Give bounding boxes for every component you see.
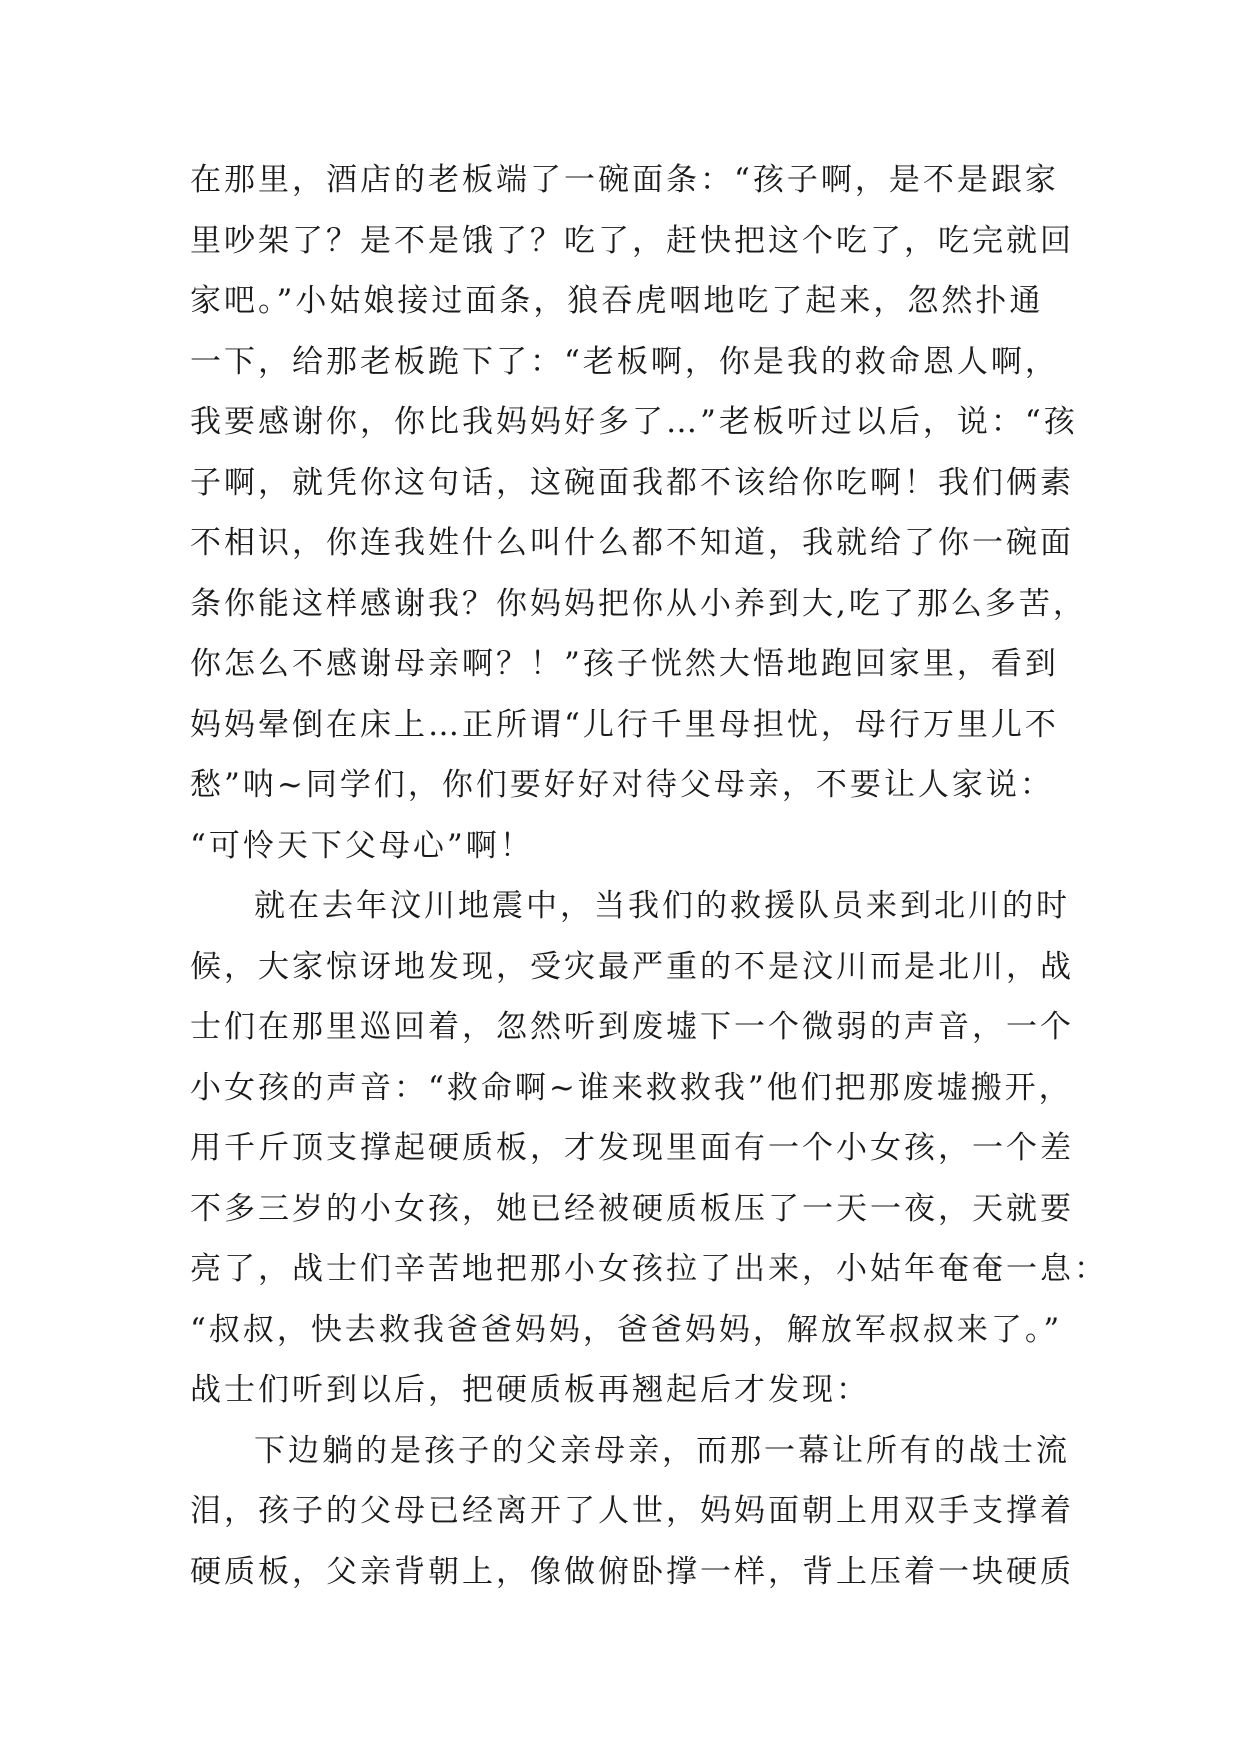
text-line: 亮了，战士们辛苦地把那小女孩拉了出来，小姑年奄奄一息：: [190, 1251, 1108, 1287]
text-line: “叔叔，快去救我爸爸妈妈，爸爸妈妈，解放军叔叔来了。”: [190, 1311, 1063, 1348]
text-line: 我要感谢你，你比我妈妈好多了…”老板听过以后，说：“孩: [190, 404, 1078, 440]
paragraph-first-line: 就在去年汶川地震中，当我们的救援队员来到北川的时: [254, 888, 1070, 924]
text-line: 硬质板，父亲背朝上，像做俯卧撑一样，背上压着一块硬质: [190, 1553, 1074, 1590]
text-line: “可怜天下父母心”啊！: [190, 827, 534, 864]
text-line: 不相识，你连我姓什么叫什么都不知道，我就给了你一碗面: [190, 525, 1074, 561]
paragraph-first-line: 下边躺的是孩子的父亲母亲，而那一幕让所有的战士流: [254, 1432, 1070, 1469]
text-line: 愁”呐~同学们，你们要好好对待父母亲，不要让人家说：: [190, 767, 1054, 803]
text-line: 你怎么不感谢母亲啊？！”孩子恍然大悟地跑回家里，看到: [190, 646, 1059, 682]
text-line: 小女孩的声音：“救命啊~谁来救救我”他们把那废墟搬开，: [190, 1069, 1073, 1106]
text-line: 士们在那里巡回着，忽然听到废墟下一个微弱的声音，一个: [190, 1009, 1074, 1045]
text-line: 子啊，就凭你这句话，这碗面我都不该给你吃啊！我们俩素: [190, 464, 1074, 501]
text-line: 一下，给那老板跪下了：“老板啊，你是我的救命恩人啊，: [190, 343, 1059, 380]
text-line: 条你能这样感谢我？你妈妈把你从小养到大,吃了那么多苦，: [190, 585, 1087, 622]
text-line: 妈妈晕倒在床上…正所谓“儿行千里母担忧，母行万里儿不: [190, 706, 1059, 743]
text-line: 家吧。”小姑娘接过面条，狼吞虎咽地吃了起来，忽然扑通: [190, 283, 1044, 319]
text-line: 在那里，酒店的老板端了一碗面条：“孩子啊，是不是跟家: [190, 162, 1059, 198]
text-line: 候，大家惊讶地发现，受灾最严重的不是汶川而是北川，战: [190, 948, 1074, 985]
document-body: [190, 150, 1108, 1602]
text-line: 战士们听到以后，把硬质板再翘起后才发现：: [190, 1372, 870, 1408]
text-line: 用千斤顶支撑起硬质板，才发现里面有一个小女孩，一个差: [190, 1130, 1074, 1166]
text-line: 里吵架了？是不是饿了？吃了，赶快把这个吃了，吃完就回: [190, 222, 1074, 259]
text-line: 泪，孩子的父母已经离开了人世，妈妈面朝上用双手支撑着: [190, 1493, 1074, 1529]
text-line: 不多三岁的小女孩，她已经被硬质板压了一天一夜，天就要: [190, 1190, 1074, 1227]
